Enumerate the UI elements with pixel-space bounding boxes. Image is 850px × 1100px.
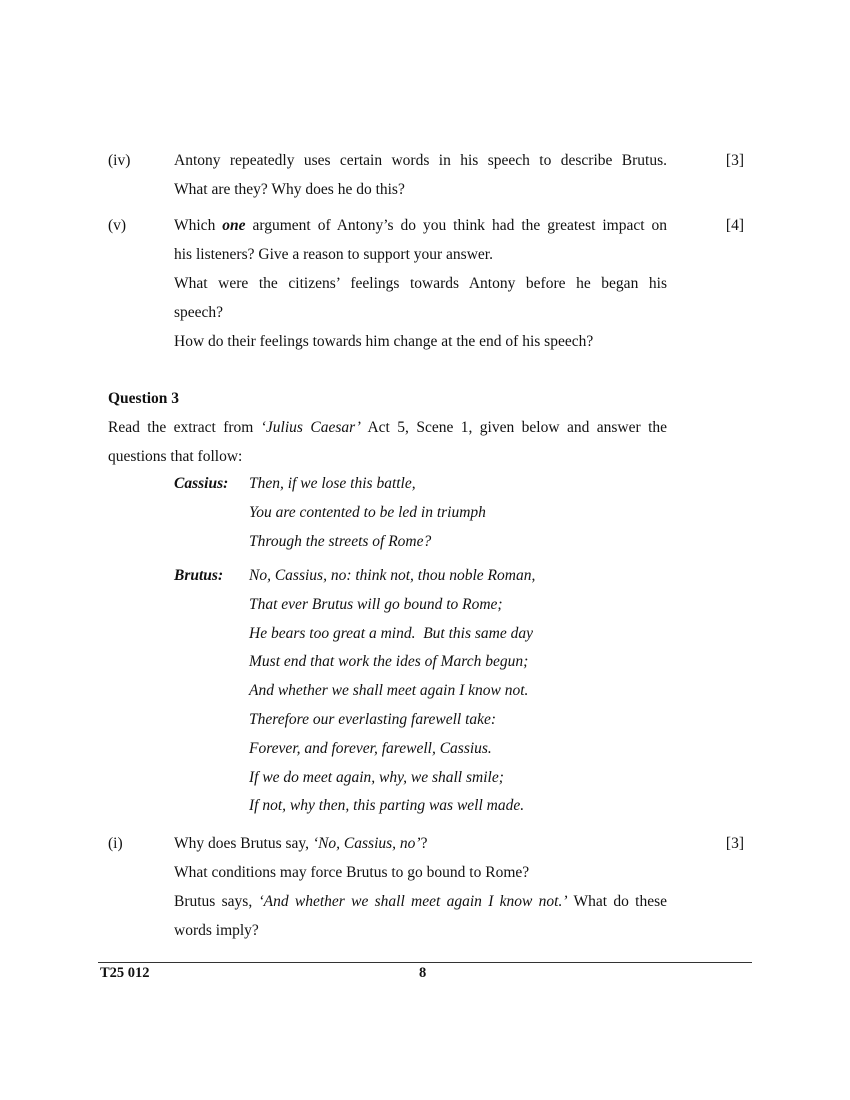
text-fragment: Brutus says, bbox=[174, 893, 259, 910]
question-line: How do their feelings towards him change at the end of his speech? bbox=[174, 333, 594, 350]
verse-line: No, Cassius, no: think not, thou noble Roman, bbox=[249, 567, 536, 584]
question-intro bbox=[108, 413, 667, 471]
text-fragment: Read the extract from bbox=[108, 419, 261, 436]
question-line: words imply? bbox=[174, 922, 259, 939]
question-heading: Question 3 bbox=[108, 390, 180, 407]
footer-divider bbox=[98, 962, 752, 963]
verse-line: Must end that work the ides of March begun; bbox=[249, 653, 529, 671]
question-line: What are they? Why does he do this? bbox=[174, 181, 405, 198]
question-line bbox=[174, 211, 667, 240]
emphasis-text: one bbox=[222, 217, 246, 234]
verse-line: And whether we shall meet again I know not. bbox=[249, 682, 529, 700]
question-line: Antony repeatedly uses certain words in his speech to describe Brutus. bbox=[174, 152, 667, 169]
text-fragment: Act 5, Scene 1, given below and answer the bbox=[360, 419, 667, 436]
verse-line: If not, why then, this parting was well made. bbox=[249, 797, 525, 815]
intro-line: questions that follow: bbox=[108, 448, 243, 465]
intro-line bbox=[108, 413, 667, 442]
question-text bbox=[174, 829, 667, 945]
question-number: (v) bbox=[108, 217, 127, 234]
question-line bbox=[174, 887, 667, 916]
play-title: ‘Julius Caesar’ bbox=[260, 419, 361, 436]
marks-label: [3] bbox=[725, 835, 744, 852]
question-line bbox=[174, 829, 667, 858]
verse-line: He bears too great a mind. But this same day bbox=[249, 624, 533, 642]
verse-line: Then, if we lose this battle, bbox=[249, 475, 416, 492]
text-fragment: ? bbox=[420, 835, 428, 852]
text-fragment: What do these bbox=[567, 893, 667, 910]
verse-brutus bbox=[249, 562, 535, 821]
question-text bbox=[174, 146, 667, 204]
verse-cassius bbox=[249, 470, 486, 556]
question-line: his listeners? Give a reason to support your answer. bbox=[174, 246, 493, 263]
question-text bbox=[174, 211, 667, 356]
marks-label: [3] bbox=[725, 152, 744, 169]
quote-text: ‘And whether we shall meet again I know not.’ bbox=[258, 893, 568, 910]
page-number: 8 bbox=[419, 965, 427, 981]
question-number: (i) bbox=[108, 835, 123, 852]
verse-line: Therefore our everlasting farewell take: bbox=[249, 710, 497, 728]
question-line: What conditions may force Brutus to go bound to Rome? bbox=[174, 864, 530, 881]
verse-line: Through the streets of Rome? bbox=[249, 532, 432, 550]
speaker-brutus: Brutus: bbox=[174, 567, 224, 584]
text-fragment: argument of Antony’s do you think had the greatest impact on bbox=[245, 217, 667, 234]
question-line: What were the citizens’ feelings towards Antony before he began his bbox=[174, 275, 667, 292]
question-line: speech? bbox=[174, 304, 224, 321]
marks-label: [4] bbox=[725, 217, 744, 234]
verse-line: That ever Brutus will go bound to Rome; bbox=[249, 595, 503, 613]
speaker-cassius: Cassius: bbox=[174, 475, 229, 492]
quote-text: ‘No, Cassius, no’ bbox=[312, 835, 421, 852]
text-fragment: Why does Brutus say, bbox=[174, 835, 313, 852]
text-fragment: Which bbox=[174, 217, 223, 234]
verse-line: Forever, and forever, farewell, Cassius. bbox=[249, 739, 492, 757]
verse-line: You are contented to be led in triumph bbox=[249, 503, 486, 521]
verse-line: If we do meet again, why, we shall smile; bbox=[249, 768, 504, 786]
paper-code: T25 012 bbox=[100, 965, 150, 981]
question-number: (iv) bbox=[108, 152, 131, 169]
